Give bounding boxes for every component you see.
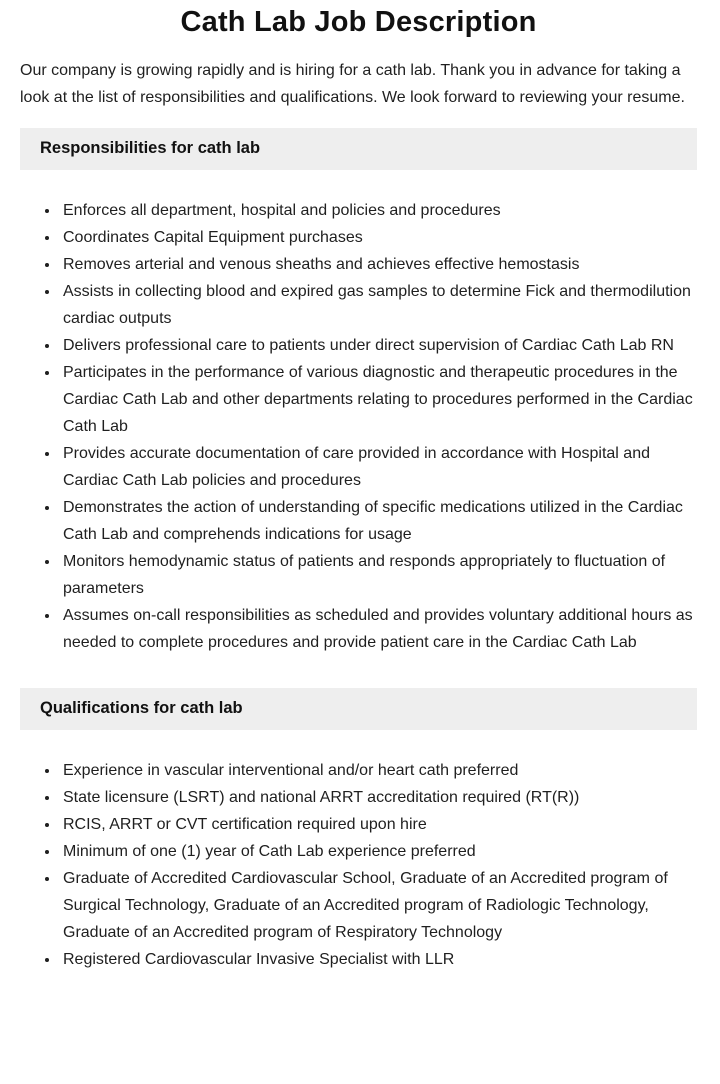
list-item: • Monitors hemodynamic status of patients and responds appropriately to fluctuation of parameters bbox=[60, 548, 697, 602]
responsibilities-section-header: Responsibilities for cath lab bbox=[20, 128, 697, 170]
list-item: • Provides accurate documentation of care provided in accordance with Hospital and Cardiac Cath Lab policies and procedures bbox=[60, 440, 697, 494]
list-item: • Removes arterial and venous sheaths and achieves effective hemostasis bbox=[60, 251, 697, 278]
list-item: • Graduate of Accredited Cardiovascular School, Graduate of an Accredited program of Surgical Technology, Graduate of an Accredited program of Radiologic Technology, Graduate of an Accredited program of Respiratory Technology bbox=[60, 865, 697, 946]
list-item: • Assumes on-call responsibilities as scheduled and provides voluntary additional hours as needed to complete procedures and provide patient care in the Cardiac Cath Lab bbox=[60, 602, 697, 656]
list-item: • State licensure (LSRT) and national ARRT accreditation required (RT(R)) bbox=[60, 784, 697, 811]
list-item: • Participates in the performance of various diagnostic and therapeutic procedures in the Cardiac Cath Lab and other departments relating to procedures performed in the Cardiac Cath Lab bbox=[60, 359, 697, 440]
list-item: • RCIS, ARRT or CVT certification required upon hire bbox=[60, 811, 697, 838]
list-item: • Registered Cardiovascular Invasive Specialist with LLR bbox=[60, 946, 697, 973]
list-item: • Coordinates Capital Equipment purchases bbox=[60, 224, 697, 251]
list-item: • Enforces all department, hospital and policies and procedures bbox=[60, 197, 697, 224]
list-item: • Minimum of one (1) year of Cath Lab experience preferred bbox=[60, 838, 697, 865]
list-item: • Assists in collecting blood and expired gas samples to determine Fick and thermodilution cardiac outputs bbox=[60, 278, 697, 332]
qualifications-section-header: Qualifications for cath lab bbox=[20, 688, 697, 730]
list-item: • Delivers professional care to patients under direct supervision of Cardiac Cath Lab RN bbox=[60, 332, 697, 359]
list-item: • Demonstrates the action of understanding of specific medications utilized in the Cardiac Cath Lab and comprehends indications for usage bbox=[60, 494, 697, 548]
page-title: Cath Lab Job Description bbox=[180, 6, 537, 38]
list-item: • Experience in vascular interventional and/or heart cath preferred bbox=[60, 757, 697, 784]
intro-paragraph: Our company is growing rapidly and is hiring for a cath lab. Thank you in advance for taking a look at the list of responsibilities and qualifications. We look forward to reviewing your resume. bbox=[20, 62, 685, 106]
qualifications-list bbox=[20, 730, 697, 1005]
responsibilities-list bbox=[20, 170, 697, 688]
